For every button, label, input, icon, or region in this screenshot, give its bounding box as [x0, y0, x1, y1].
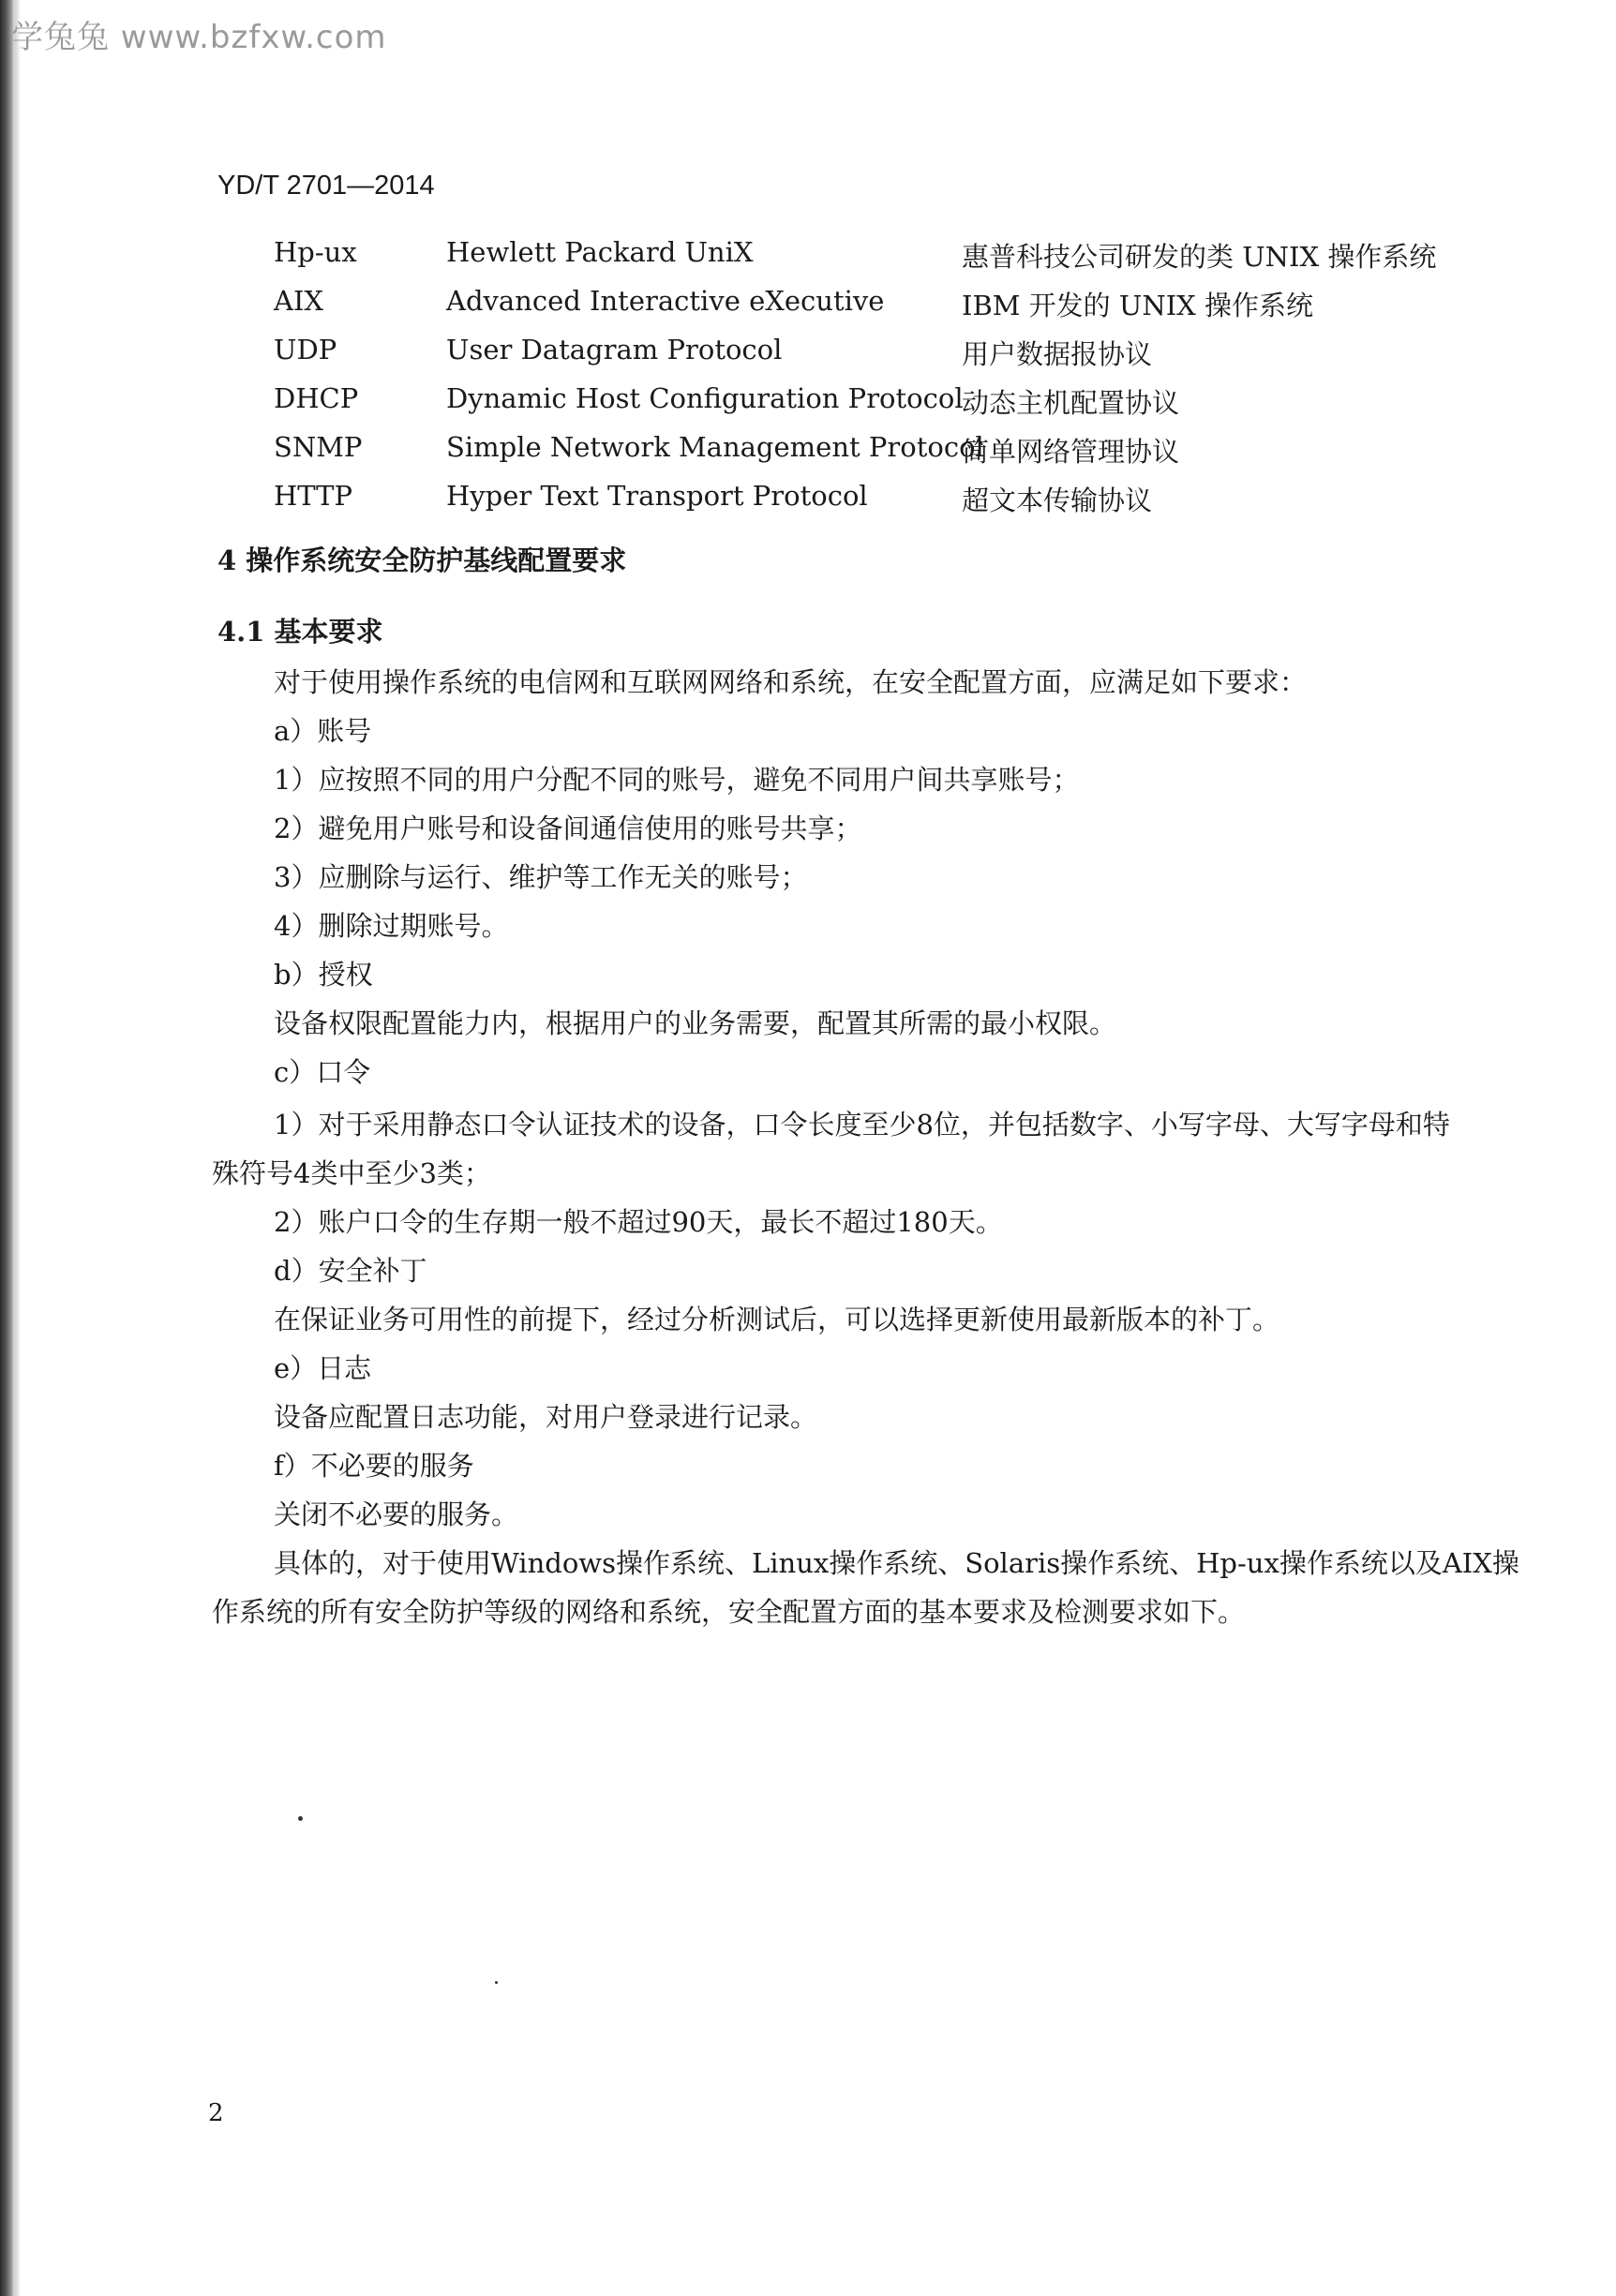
item-a-title: a）账号	[274, 715, 372, 747]
item-a2: 2）避免用户账号和设备间通信使用的账号共享；	[274, 813, 862, 844]
page-number: 2	[208, 2099, 224, 2127]
subsection-heading: 4.1 基本要求	[217, 616, 383, 648]
abbreviation-full-name: Simple Network Management Protocol	[446, 431, 984, 463]
item-c-title: c）口令	[274, 1056, 371, 1088]
abbreviation-row	[0, 334, 1616, 382]
item-c1-line1: 1）对于采用静态口令认证技术的设备，口令长度至少8位，并包括数字、小写字母、大写字母和特	[274, 1109, 1450, 1141]
abbreviation-full-name: Dynamic Host Configuration Protocol	[446, 382, 964, 414]
abbreviation: SNMP	[274, 431, 363, 463]
abbreviation: Hp-ux	[274, 236, 357, 268]
item-b-title: b）授权	[274, 959, 373, 991]
abbreviation-row	[0, 236, 1616, 285]
item-b-text: 设备权限配置能力内，根据用户的业务需要，配置其所需的最小权限。	[274, 1007, 1117, 1039]
abbreviation-row	[0, 382, 1616, 431]
item-c2: 2）账户口令的生存期一般不超过90天，最长不超过180天。	[274, 1206, 1003, 1238]
intro-paragraph: 对于使用操作系统的电信网和互联网网络和系统，在安全配置方面，应满足如下要求：	[274, 666, 1308, 698]
final-paragraph-line2: 作系统的所有安全防护等级的网络和系统，安全配置方面的基本要求及检测要求如下。	[212, 1596, 1246, 1628]
abbreviation: DHCP	[274, 382, 359, 414]
item-f-text: 关闭不必要的服务。	[274, 1498, 519, 1530]
abbreviation: AIX	[274, 285, 324, 317]
abbreviation-full-name: Hewlett Packard UniX	[446, 236, 754, 268]
item-f-title: f）不必要的服务	[274, 1450, 474, 1482]
abbreviation: UDP	[274, 334, 337, 365]
abbreviation-chinese: 动态主机配置协议	[962, 387, 1180, 419]
abbreviation-chinese: 用户数据报协议	[962, 338, 1153, 370]
abbreviation-chinese: 惠普科技公司研发的类 UNIX 操作系统	[962, 241, 1437, 273]
abbreviation-row	[0, 431, 1616, 480]
abbreviation-row	[0, 285, 1616, 334]
document-code: YD/T 2701—2014	[217, 171, 435, 201]
item-a3: 3）应删除与运行、维护等工作无关的账号；	[274, 861, 808, 893]
item-e-title: e）日志	[274, 1352, 372, 1384]
item-e-text: 设备应配置日志功能，对用户登录进行记录。	[274, 1401, 818, 1433]
abbreviation-chinese: IBM 开发的 UNIX 操作系统	[962, 290, 1314, 321]
item-a1: 1）应按照不同的用户分配不同的账号，避免不同用户间共享账号；	[274, 764, 1080, 796]
item-d-text: 在保证业务可用性的前提下，经过分析测试后，可以选择更新使用最新版本的补丁。	[274, 1304, 1280, 1335]
item-c1-line2: 殊符号4类中至少3类；	[212, 1157, 491, 1189]
abbreviation-chinese: 超文本传输协议	[962, 485, 1153, 516]
abbreviation-row	[0, 480, 1616, 529]
abbreviation-chinese: 简单网络管理协议	[962, 436, 1180, 468]
final-paragraph-line1: 具体的，对于使用Windows操作系统、Linux操作系统、Solaris操作系统、Hp-ux操作系统以及AIX操	[274, 1547, 1519, 1579]
item-d-title: d）安全补丁	[274, 1255, 427, 1287]
scan-speck	[495, 1981, 498, 1984]
abbreviation-full-name: User Datagram Protocol	[446, 334, 783, 365]
abbreviation-full-name: Hyper Text Transport Protocol	[446, 480, 868, 512]
abbreviation-full-name: Advanced Interactive eXecutive	[446, 285, 885, 317]
abbreviation: HTTP	[274, 480, 353, 512]
section-heading: 4 操作系统安全防护基线配置要求	[217, 544, 627, 576]
watermark: 学兔兔 www.bzfxw.com	[11, 19, 387, 56]
scan-speck	[298, 1816, 303, 1821]
item-a4: 4）删除过期账号。	[274, 910, 509, 942]
